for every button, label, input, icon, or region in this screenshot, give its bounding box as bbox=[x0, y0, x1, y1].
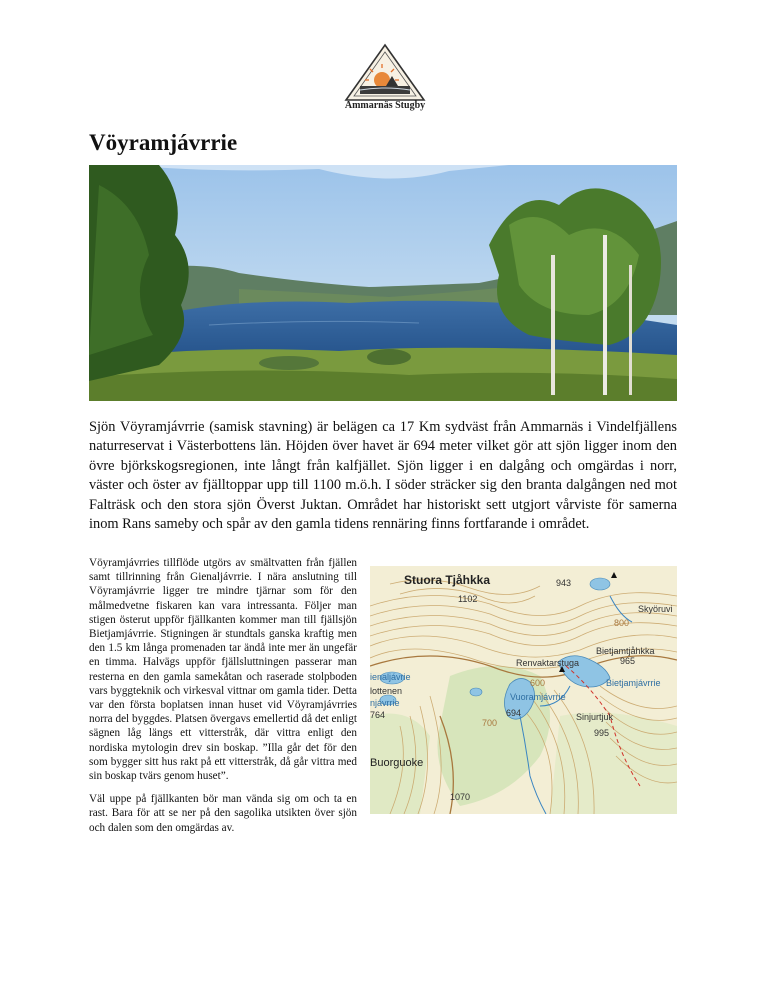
map-label-stuora-tjahkka: Stuora Tjåhkka bbox=[404, 573, 491, 587]
body-column bbox=[89, 556, 357, 844]
map-label-800: 800 bbox=[614, 618, 630, 628]
body-paragraph: Väl uppe på fjällkanten bör man vända sig om och ta en rast. Bara för att se ner på den sagolika utsikten över sjön och dalen som den omgärdas av. bbox=[89, 793, 357, 834]
map-label-sinjurtjuk: Sinjurtjuk bbox=[576, 712, 614, 722]
body-paragraph: Vöyramjávrries tillflöde utgörs av smältvatten från fjällen samt tillrinning från Gienaljávrrie. I nära anslutning till Vöyramjávrrie ligger tre mindre tjärnar som för den målmedvetne fiskaren kan vara intressanta. Följer man stigen österut uppför fjällkanten kommer man till fjällsjön Bietjamjávrrie. Stigningen är stundtals ganska kraftig men den 1.5 km långa promenaden tar ändå inte mer än ungefär en timma. Halvägs uppför fjällsluttningen passerar man resterna en den gamla samekåtan och raserade stolpboden vars byggteknik och virkesval vittnar om gamla tider. Detta var den första boplatsen innan huset vid Vöyramjávrries norra del byggdes. Platsen övergavs emellertid då det enligt sägnen låg längs ett vitterstråk, där vittra enligt den nordiska mytologin drev sin boskap. ”Illa går det för den som bygger sitt hus rakt på ett vitterstråk, då går vittra med sin boskap tvärs genom huset”. bbox=[89, 557, 357, 783]
map-label-gienaljavrrie: ienaljávrie bbox=[370, 672, 411, 682]
topographic-map bbox=[370, 566, 677, 814]
map-label-694: 694 bbox=[506, 708, 522, 718]
map-label-943: 943 bbox=[556, 578, 572, 588]
map-label-1102: 1102 bbox=[458, 594, 478, 604]
map-label-995: 995 bbox=[594, 728, 610, 738]
map-label-965: 965 bbox=[620, 656, 636, 666]
map-label-600: 600 bbox=[530, 678, 546, 688]
map-label-buorguoke: Buorguoke bbox=[370, 757, 424, 769]
map-label-700: 700 bbox=[482, 718, 498, 728]
lake-photo bbox=[89, 165, 677, 401]
map-label-bietjamtjahkka: Bietjamtjåhkka bbox=[596, 646, 655, 656]
map-label-1070: 1070 bbox=[450, 792, 471, 802]
map-label-lottenen: lottenen bbox=[370, 686, 403, 696]
map-label-skyoruvi: Skyöruvi bbox=[638, 604, 673, 614]
logo-caption: Ammarnäs Stugby bbox=[344, 100, 426, 111]
map-label-764: 764 bbox=[370, 710, 386, 720]
map-label-bietjamjavrrie: Bietjamjávrrie bbox=[606, 678, 661, 688]
map-label-vuoramjavrrie: Vuoramjávrrie bbox=[510, 692, 566, 702]
map-label-njavrrie: njávrrie bbox=[370, 698, 400, 708]
map-label-renvaktarstuga: Renvaktarstuga bbox=[516, 658, 580, 668]
page-title: Vöyramjávrrie bbox=[89, 130, 238, 155]
intro-paragraph: Sjön Vöyramjávrrie (samisk stavning) är belägen ca 17 Km sydväst från Ammarnäs i Vindelfjällens naturreservat i Västerbottens län. Höjden över havet är 694 meter vilket gör att sjön ligger inom den övre björkskogsregionen, inte långt från kalfjället. Sjön ligger i en dalgång och omgärdas i norr, väster och öster av fjälltoppar upp till 1100 m.ö.h. I söder sträcker sig den branta dalgången ned mot Falträsk och den stora sjön Överst Juktan. Området har historiskt sett utgjort vårviste för samerna inom Rans sameby och spår av den gamla tidens rennäring finns fortfarande i området. bbox=[89, 419, 677, 533]
